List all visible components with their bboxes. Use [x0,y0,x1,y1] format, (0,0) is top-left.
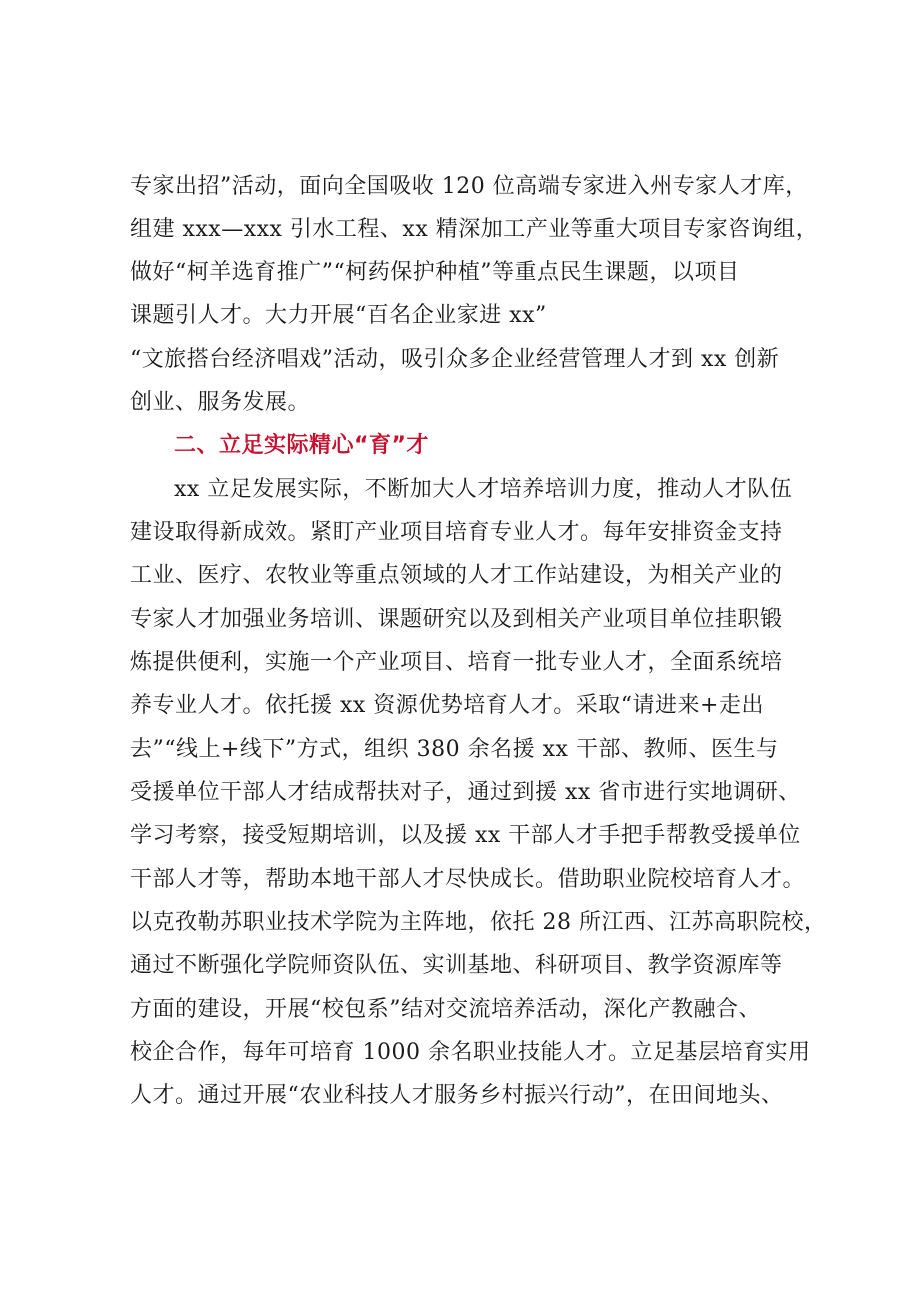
paragraph-line: 组建 xxx—xxx 引水工程、xx 精深加工产业等重大项目专家咨询组， [130,217,819,242]
paragraph-line: 专家出招”活动，面向全国吸收 120 位高端专家进入州专家人才库， [130,174,808,199]
paragraph-line: 方面的建设，开展“校包系”结对交流培养活动，深化产教融合、 [130,997,761,1022]
paragraph-line: 创业、服务发展。 [130,390,311,415]
paragraph-line: 炼提供便利，实施一个产业项目、培育一批专业人才，全面系统培 [130,650,783,675]
paragraph-line: “文旅搭台经济唱戏”活动，吸引众多企业经营管理人才到 xx 创新 [130,347,780,372]
paragraph-line: 养专业人才。依托援 xx 资源优势培育人才。采取“请进来+走出 [130,693,764,718]
paragraph-line: 工业、医疗、农牧业等重点领域的人才工作站建设，为相关产业的 [130,563,783,588]
paragraph-line: 人才。通过开展“农业科技人才服务乡村振兴行动”，在田间地头、 [130,1083,784,1108]
paragraph-line: 建设取得新成效。紧盯产业项目培育专业人才。每年安排资金支持 [130,520,783,545]
paragraph-line: 受援单位干部人才结成帮扶对子，通过到援 xx 省市进行实地调研、 [130,780,801,805]
paragraph-line: 做好“柯羊选育推广”“柯药保护种植”等重点民生课题，以项目 [130,260,740,285]
paragraph-line: 干部人才等，帮助本地干部人才尽快成长。借助职业院校培育人才。 [130,867,806,892]
paragraph-line: 以克孜勒苏职业技术学院为主阵地，依托 28 所江西、江苏高职院校， [130,910,827,935]
paragraph-line: xx 立足发展实际，不断加大人才培养培训力度，推动人才队伍 [174,477,793,502]
section-heading: 二、立足实际精心“育”才 [174,433,429,458]
paragraph-line: 学习考察，接受短期培训，以及援 xx 干部人才手把手帮教受援单位 [130,823,801,848]
paragraph-line: 通过不断强化学院师资队伍、实训基地、科研项目、教学资源库等 [130,953,783,978]
paragraph-line: 专家人才加强业务培训、课题研究以及到相关产业项目单位挂职锻 [130,607,783,632]
paragraph-line: 课题引人才。大力开展“百名企业家进 xx” [130,303,547,328]
paragraph-line: 去”“线上+线下”方式，组织 380 余名援 xx 干部、教师、医生与 [130,737,779,762]
paragraph-line: 校企合作，每年可培育 1000 余名职业技能人才。立足基层培育实用 [130,1040,811,1065]
